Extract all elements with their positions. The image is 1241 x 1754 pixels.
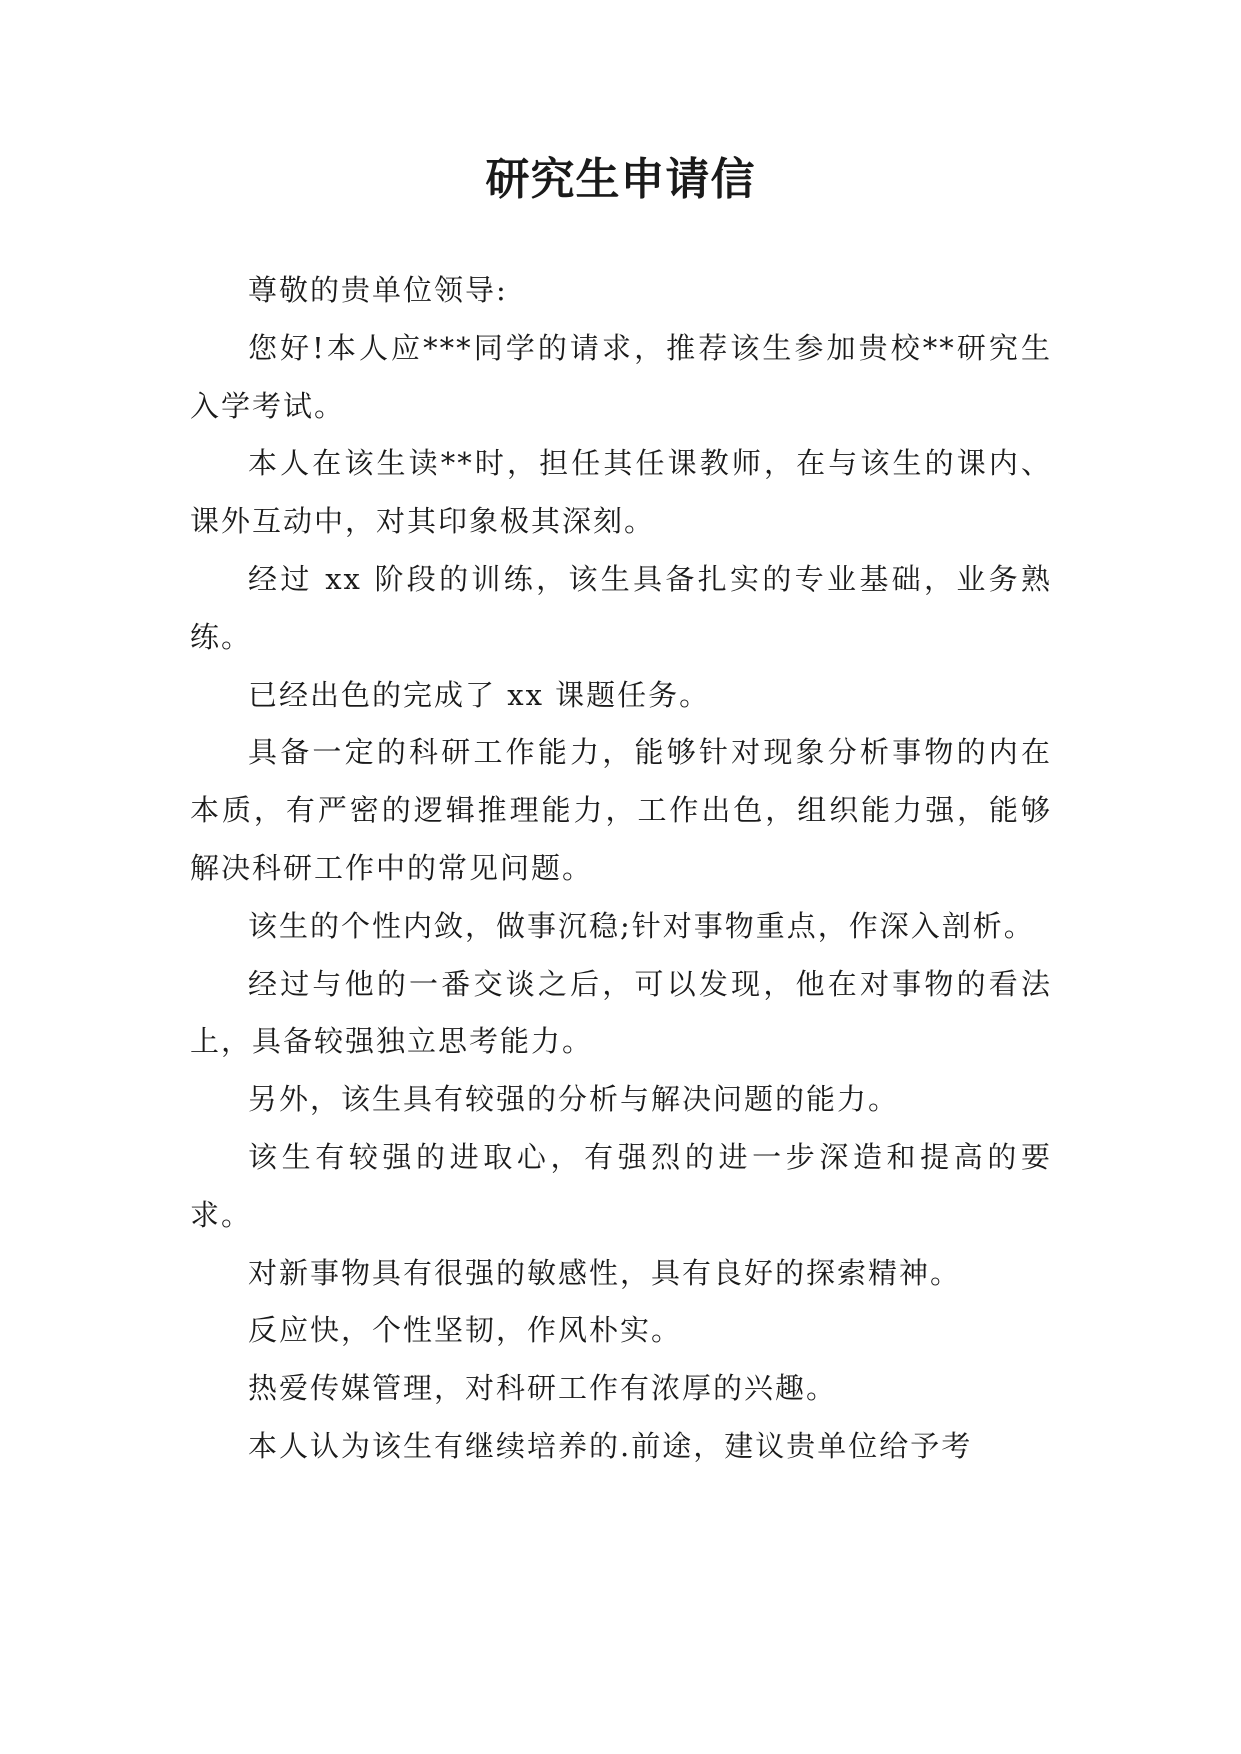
salutation: 尊敬的贵单位领导: (248, 273, 508, 307)
paragraph: 对新事物具有很强的敏感性，具有良好的探索精神。 (248, 1255, 962, 1290)
paragraph: 热爱传媒管理，对科研工作有浓厚的兴趣。 (248, 1371, 838, 1406)
document-title: 研究生申请信 (485, 154, 756, 205)
paragraph: 具备一定的科研工作能力，能够针对现象分析事物的内在本质，有严密的逻辑推理能力，工作出色，组织能力强，能够解决科研工作中的常见问题。 (190, 735, 1052, 885)
paragraph: 经过与他的一番交谈之后，可以发现，他在对事物的看法上，具备较强独立思考能力。 (190, 966, 1052, 1059)
paragraph: 反应快，个性坚韧，作风朴实。 (248, 1313, 683, 1348)
paragraph: 本人认为该生有继续培养的.前途，建议贵单位给予考 (248, 1428, 973, 1463)
paragraph: 已经出色的完成了 xx 课题任务。 (248, 677, 711, 712)
paragraph: 另外，该生具有较强的分析与解决问题的能力。 (248, 1082, 900, 1117)
paragraph: 该生的个性内敛，做事沉稳;针对事物重点，作深入剖析。 (248, 908, 1035, 943)
letter-body (190, 262, 1052, 1476)
paragraph: 该生有较强的进取心，有强烈的进一步深造和提高的要求。 (190, 1139, 1052, 1232)
paragraph: 您好!本人应***同学的请求，推荐该生参加贵校**研究生入学考试。 (190, 330, 1052, 423)
paragraph: 经过 xx 阶段的训练，该生具备扎实的专业基础，业务熟练。 (190, 561, 1052, 654)
paragraph: 本人在该生读**时，担任其任课教师，在与该生的课内、课外互动中，对其印象极其深刻。 (190, 446, 1052, 539)
